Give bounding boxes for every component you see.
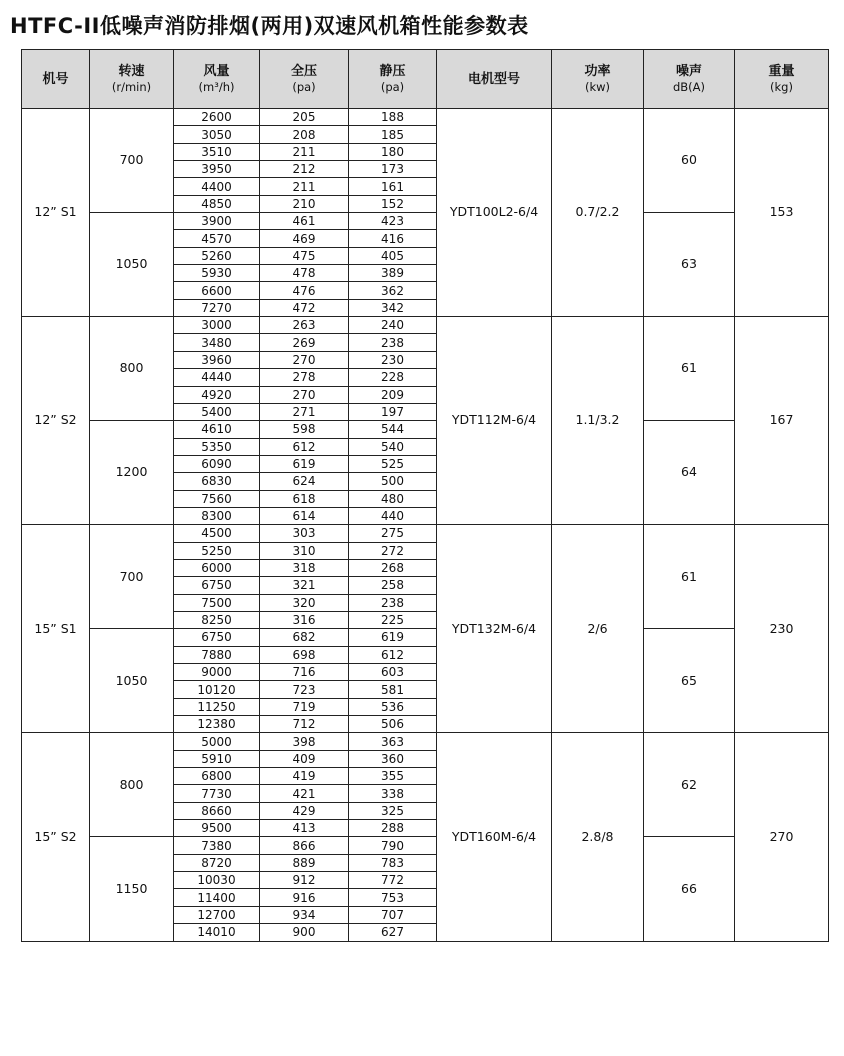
airflow-cell: 7500 <box>174 594 260 611</box>
airflow-cell: 8720 <box>174 854 260 871</box>
static-pressure-cell: 180 <box>349 143 437 160</box>
airflow-cell: 5350 <box>174 438 260 455</box>
noise-cell: 61 <box>644 317 735 421</box>
motor-cell: YDT132M-6/4 <box>437 525 552 733</box>
static-pressure-cell: 783 <box>349 854 437 871</box>
total-pressure-cell: 271 <box>260 403 349 420</box>
airflow-cell: 12700 <box>174 906 260 923</box>
static-pressure-cell: 405 <box>349 247 437 264</box>
airflow-cell: 5400 <box>174 403 260 420</box>
airflow-cell: 6000 <box>174 559 260 576</box>
speed-cell: 1200 <box>90 421 174 525</box>
noise-cell: 64 <box>644 421 735 525</box>
table-row <box>22 109 829 126</box>
airflow-cell: 6800 <box>174 768 260 785</box>
table-row <box>22 317 829 334</box>
total-pressure-cell: 698 <box>260 646 349 663</box>
static-pressure-cell: 173 <box>349 161 437 178</box>
power-cell: 0.7/2.2 <box>552 109 644 317</box>
total-pressure-cell: 409 <box>260 750 349 767</box>
total-pressure-cell: 210 <box>260 195 349 212</box>
total-pressure-cell: 205 <box>260 109 349 126</box>
static-pressure-cell: 209 <box>349 386 437 403</box>
airflow-cell: 4850 <box>174 195 260 212</box>
total-pressure-cell: 421 <box>260 785 349 802</box>
airflow-cell: 6090 <box>174 455 260 472</box>
static-pressure-cell: 272 <box>349 542 437 559</box>
total-pressure-cell: 211 <box>260 143 349 160</box>
static-pressure-cell: 238 <box>349 334 437 351</box>
total-pressure-cell: 624 <box>260 473 349 490</box>
static-pressure-cell: 258 <box>349 577 437 594</box>
static-pressure-cell: 185 <box>349 126 437 143</box>
airflow-cell: 5250 <box>174 542 260 559</box>
col-header-total-pressure: 全压 (pa) <box>260 50 349 109</box>
airflow-cell: 5000 <box>174 733 260 750</box>
total-pressure-cell: 612 <box>260 438 349 455</box>
weight-cell: 167 <box>735 317 829 525</box>
airflow-cell: 3050 <box>174 126 260 143</box>
table-row <box>22 733 829 750</box>
total-pressure-cell: 212 <box>260 161 349 178</box>
airflow-cell: 8300 <box>174 507 260 524</box>
table-row <box>22 421 829 438</box>
total-pressure-cell: 934 <box>260 906 349 923</box>
static-pressure-cell: 416 <box>349 230 437 247</box>
airflow-cell: 6750 <box>174 577 260 594</box>
noise-cell: 66 <box>644 837 735 941</box>
airflow-cell: 7560 <box>174 490 260 507</box>
airflow-cell: 7730 <box>174 785 260 802</box>
static-pressure-cell: 230 <box>349 351 437 368</box>
total-pressure-cell: 429 <box>260 802 349 819</box>
static-pressure-cell: 619 <box>349 629 437 646</box>
total-pressure-cell: 598 <box>260 421 349 438</box>
airflow-cell: 14010 <box>174 924 260 941</box>
total-pressure-cell: 413 <box>260 820 349 837</box>
airflow-cell: 2600 <box>174 109 260 126</box>
airflow-cell: 7270 <box>174 299 260 316</box>
speed-cell: 1050 <box>90 213 174 317</box>
total-pressure-cell: 208 <box>260 126 349 143</box>
static-pressure-cell: 389 <box>349 265 437 282</box>
total-pressure-cell: 318 <box>260 559 349 576</box>
airflow-cell: 9500 <box>174 820 260 837</box>
speed-cell: 800 <box>90 733 174 837</box>
total-pressure-cell: 419 <box>260 768 349 785</box>
speed-cell: 800 <box>90 317 174 421</box>
col-header-model: 机号 <box>22 50 90 109</box>
static-pressure-cell: 500 <box>349 473 437 490</box>
power-cell: 2.8/8 <box>552 733 644 941</box>
col-header-speed: 转速 (r/min) <box>90 50 174 109</box>
static-pressure-cell: 225 <box>349 611 437 628</box>
noise-cell: 62 <box>644 733 735 837</box>
airflow-cell: 12380 <box>174 716 260 733</box>
total-pressure-cell: 476 <box>260 282 349 299</box>
total-pressure-cell: 270 <box>260 386 349 403</box>
static-pressure-cell: 772 <box>349 872 437 889</box>
airflow-cell: 5910 <box>174 750 260 767</box>
airflow-cell: 11250 <box>174 698 260 715</box>
total-pressure-cell: 475 <box>260 247 349 264</box>
airflow-cell: 8660 <box>174 802 260 819</box>
static-pressure-cell: 188 <box>349 109 437 126</box>
weight-cell: 230 <box>735 525 829 733</box>
static-pressure-cell: 360 <box>349 750 437 767</box>
static-pressure-cell: 603 <box>349 664 437 681</box>
airflow-cell: 5260 <box>174 247 260 264</box>
airflow-cell: 6830 <box>174 473 260 490</box>
table-row <box>22 629 829 646</box>
airflow-cell: 4920 <box>174 386 260 403</box>
motor-cell: YDT160M-6/4 <box>437 733 552 941</box>
total-pressure-cell: 316 <box>260 611 349 628</box>
speed-cell: 1050 <box>90 629 174 733</box>
airflow-cell: 3960 <box>174 351 260 368</box>
noise-cell: 63 <box>644 213 735 317</box>
total-pressure-cell: 278 <box>260 369 349 386</box>
weight-cell: 153 <box>735 109 829 317</box>
total-pressure-cell: 618 <box>260 490 349 507</box>
total-pressure-cell: 719 <box>260 698 349 715</box>
static-pressure-cell: 707 <box>349 906 437 923</box>
static-pressure-cell: 440 <box>349 507 437 524</box>
airflow-cell: 7380 <box>174 837 260 854</box>
static-pressure-cell: 288 <box>349 820 437 837</box>
col-header-airflow: 风量 (m³/h) <box>174 50 260 109</box>
total-pressure-cell: 263 <box>260 317 349 334</box>
total-pressure-cell: 682 <box>260 629 349 646</box>
power-cell: 2/6 <box>552 525 644 733</box>
static-pressure-cell: 362 <box>349 282 437 299</box>
total-pressure-cell: 619 <box>260 455 349 472</box>
total-pressure-cell: 916 <box>260 889 349 906</box>
static-pressure-cell: 268 <box>349 559 437 576</box>
total-pressure-cell: 912 <box>260 872 349 889</box>
total-pressure-cell: 269 <box>260 334 349 351</box>
airflow-cell: 3480 <box>174 334 260 351</box>
static-pressure-cell: 338 <box>349 785 437 802</box>
col-header-motor: 电机型号 <box>437 50 552 109</box>
airflow-cell: 7880 <box>174 646 260 663</box>
speed-cell: 700 <box>90 109 174 213</box>
table-row <box>22 525 829 542</box>
col-header-power: 功率 (kw) <box>552 50 644 109</box>
static-pressure-cell: 275 <box>349 525 437 542</box>
power-cell: 1.1/3.2 <box>552 317 644 525</box>
total-pressure-cell: 211 <box>260 178 349 195</box>
airflow-cell: 6750 <box>174 629 260 646</box>
static-pressure-cell: 525 <box>349 455 437 472</box>
total-pressure-cell: 712 <box>260 716 349 733</box>
airflow-cell: 4440 <box>174 369 260 386</box>
static-pressure-cell: 480 <box>349 490 437 507</box>
col-header-noise: 噪声 dB(A) <box>644 50 735 109</box>
static-pressure-cell: 544 <box>349 421 437 438</box>
static-pressure-cell: 753 <box>349 889 437 906</box>
airflow-cell: 3950 <box>174 161 260 178</box>
total-pressure-cell: 398 <box>260 733 349 750</box>
static-pressure-cell: 238 <box>349 594 437 611</box>
airflow-cell: 3000 <box>174 317 260 334</box>
header-row <box>22 50 829 109</box>
total-pressure-cell: 478 <box>260 265 349 282</box>
total-pressure-cell: 716 <box>260 664 349 681</box>
total-pressure-cell: 723 <box>260 681 349 698</box>
model-cell: 12” S1 <box>22 109 90 317</box>
static-pressure-cell: 540 <box>349 438 437 455</box>
static-pressure-cell: 581 <box>349 681 437 698</box>
static-pressure-cell: 152 <box>349 195 437 212</box>
speed-cell: 700 <box>90 525 174 629</box>
static-pressure-cell: 161 <box>349 178 437 195</box>
model-cell: 15” S2 <box>22 733 90 941</box>
airflow-cell: 4610 <box>174 421 260 438</box>
static-pressure-cell: 363 <box>349 733 437 750</box>
total-pressure-cell: 472 <box>260 299 349 316</box>
static-pressure-cell: 506 <box>349 716 437 733</box>
total-pressure-cell: 866 <box>260 837 349 854</box>
table-row <box>22 213 829 230</box>
total-pressure-cell: 303 <box>260 525 349 542</box>
static-pressure-cell: 790 <box>349 837 437 854</box>
total-pressure-cell: 469 <box>260 230 349 247</box>
airflow-cell: 4500 <box>174 525 260 542</box>
static-pressure-cell: 627 <box>349 924 437 941</box>
table-body <box>22 109 829 942</box>
airflow-cell: 4400 <box>174 178 260 195</box>
airflow-cell: 3900 <box>174 213 260 230</box>
airflow-cell: 10030 <box>174 872 260 889</box>
motor-cell: YDT100L2-6/4 <box>437 109 552 317</box>
total-pressure-cell: 900 <box>260 924 349 941</box>
total-pressure-cell: 321 <box>260 577 349 594</box>
model-cell: 15” S1 <box>22 525 90 733</box>
model-cell: 12” S2 <box>22 317 90 525</box>
airflow-cell: 9000 <box>174 664 260 681</box>
total-pressure-cell: 270 <box>260 351 349 368</box>
page-title: HTFC-II低噪声消防排烟(两用)双速风机箱性能参数表 <box>10 14 529 38</box>
total-pressure-cell: 461 <box>260 213 349 230</box>
weight-cell: 270 <box>735 733 829 941</box>
fan-performance-table <box>21 49 829 942</box>
static-pressure-cell: 423 <box>349 213 437 230</box>
airflow-cell: 6600 <box>174 282 260 299</box>
static-pressure-cell: 325 <box>349 802 437 819</box>
static-pressure-cell: 228 <box>349 369 437 386</box>
static-pressure-cell: 536 <box>349 698 437 715</box>
speed-cell: 1150 <box>90 837 174 941</box>
total-pressure-cell: 614 <box>260 507 349 524</box>
airflow-cell: 10120 <box>174 681 260 698</box>
motor-cell: YDT112M-6/4 <box>437 317 552 525</box>
static-pressure-cell: 240 <box>349 317 437 334</box>
total-pressure-cell: 310 <box>260 542 349 559</box>
static-pressure-cell: 342 <box>349 299 437 316</box>
airflow-cell: 11400 <box>174 889 260 906</box>
noise-cell: 61 <box>644 525 735 629</box>
col-header-weight: 重量 (kg) <box>735 50 829 109</box>
noise-cell: 65 <box>644 629 735 733</box>
airflow-cell: 5930 <box>174 265 260 282</box>
total-pressure-cell: 320 <box>260 594 349 611</box>
table-row <box>22 837 829 854</box>
airflow-cell: 8250 <box>174 611 260 628</box>
noise-cell: 60 <box>644 109 735 213</box>
col-header-static-pressure: 静压 (pa) <box>349 50 437 109</box>
static-pressure-cell: 612 <box>349 646 437 663</box>
airflow-cell: 4570 <box>174 230 260 247</box>
airflow-cell: 3510 <box>174 143 260 160</box>
static-pressure-cell: 197 <box>349 403 437 420</box>
static-pressure-cell: 355 <box>349 768 437 785</box>
total-pressure-cell: 889 <box>260 854 349 871</box>
